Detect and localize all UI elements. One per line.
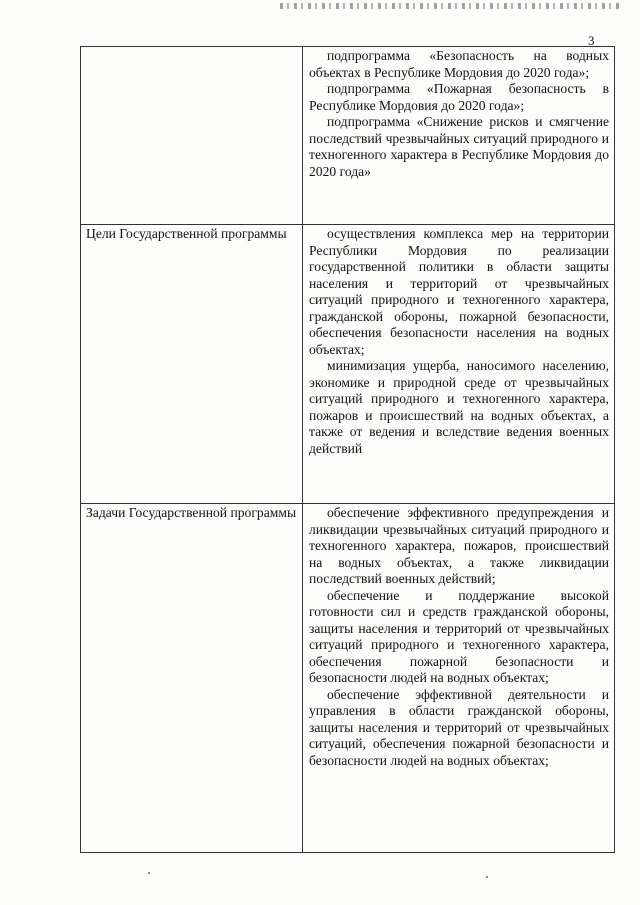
page-number: 3 — [588, 33, 595, 48]
paragraph: подпрограмма «Пожарная безопасность в Республике Мордовия до 2020 года»; — [309, 81, 609, 113]
table-row — [81, 47, 615, 225]
scan-speck — [486, 876, 488, 878]
row-content-cell — [303, 47, 615, 225]
paragraph: подпрограмма «Безопасность на водных объектах в Республике Мордовия до 2020 года»; — [309, 48, 609, 80]
row-label-cell — [81, 504, 303, 853]
paragraph: обеспечение эффективного предупреждения и ликвидации чрезвычайных ситуаций природного и техногенного характера, пожаров, происшествий на водных объектах, а также ликвидации последствий военных действий; — [309, 505, 609, 586]
scan-artifact — [280, 3, 620, 9]
program-table — [80, 46, 615, 853]
row-content-cell — [303, 225, 615, 504]
table-row — [81, 225, 615, 504]
paragraph: обеспечение эффективной деятельности и управления в области гражданской обороны, защиты населения и территорий от чрезвычайных ситуаций, обеспечения пожарной безопасности и безопасности людей на водных объектах; — [309, 686, 609, 768]
row-label-cell — [81, 225, 303, 504]
paragraph: подпрограмма «Снижение рисков и смягчение последствий чрезвычайных ситуаций природного и техногенного характера в Республике Мордовия до 2020 года» — [309, 114, 609, 179]
paragraph: обеспечение и поддержание высокой готовности сил и средств гражданской обороны, защиты населения и территорий от чрезвычайных ситуаций природного и техногенного характера, обеспечения пожарной безопасности и безопасности людей на водных объектах; — [309, 587, 609, 685]
scan-speck — [148, 872, 150, 874]
row-label: Цели Государственной программы — [86, 226, 287, 241]
paragraph: минимизация ущерба, наносимого населению, экономике и природной среде от чрезвычайных ситуаций природного и техногенного характера, пожаров и происшествий на водных объектах, а также от ведения и вследствие ведения военных действий — [309, 358, 609, 456]
paragraph: осуществления комплекса мер на территории Республики Мордовия по реализации государственной политики в области защиты населения и территорий от чрезвычайных ситуаций природного и техногенного характера, гражданской обороны, пожарной безопасности, обеспечения безопасности населения на водных объектах; — [309, 226, 609, 357]
table-row — [81, 504, 615, 853]
row-label-cell — [81, 47, 303, 225]
row-label: Задачи Государственной программы — [86, 505, 297, 520]
row-content-cell — [303, 504, 615, 853]
